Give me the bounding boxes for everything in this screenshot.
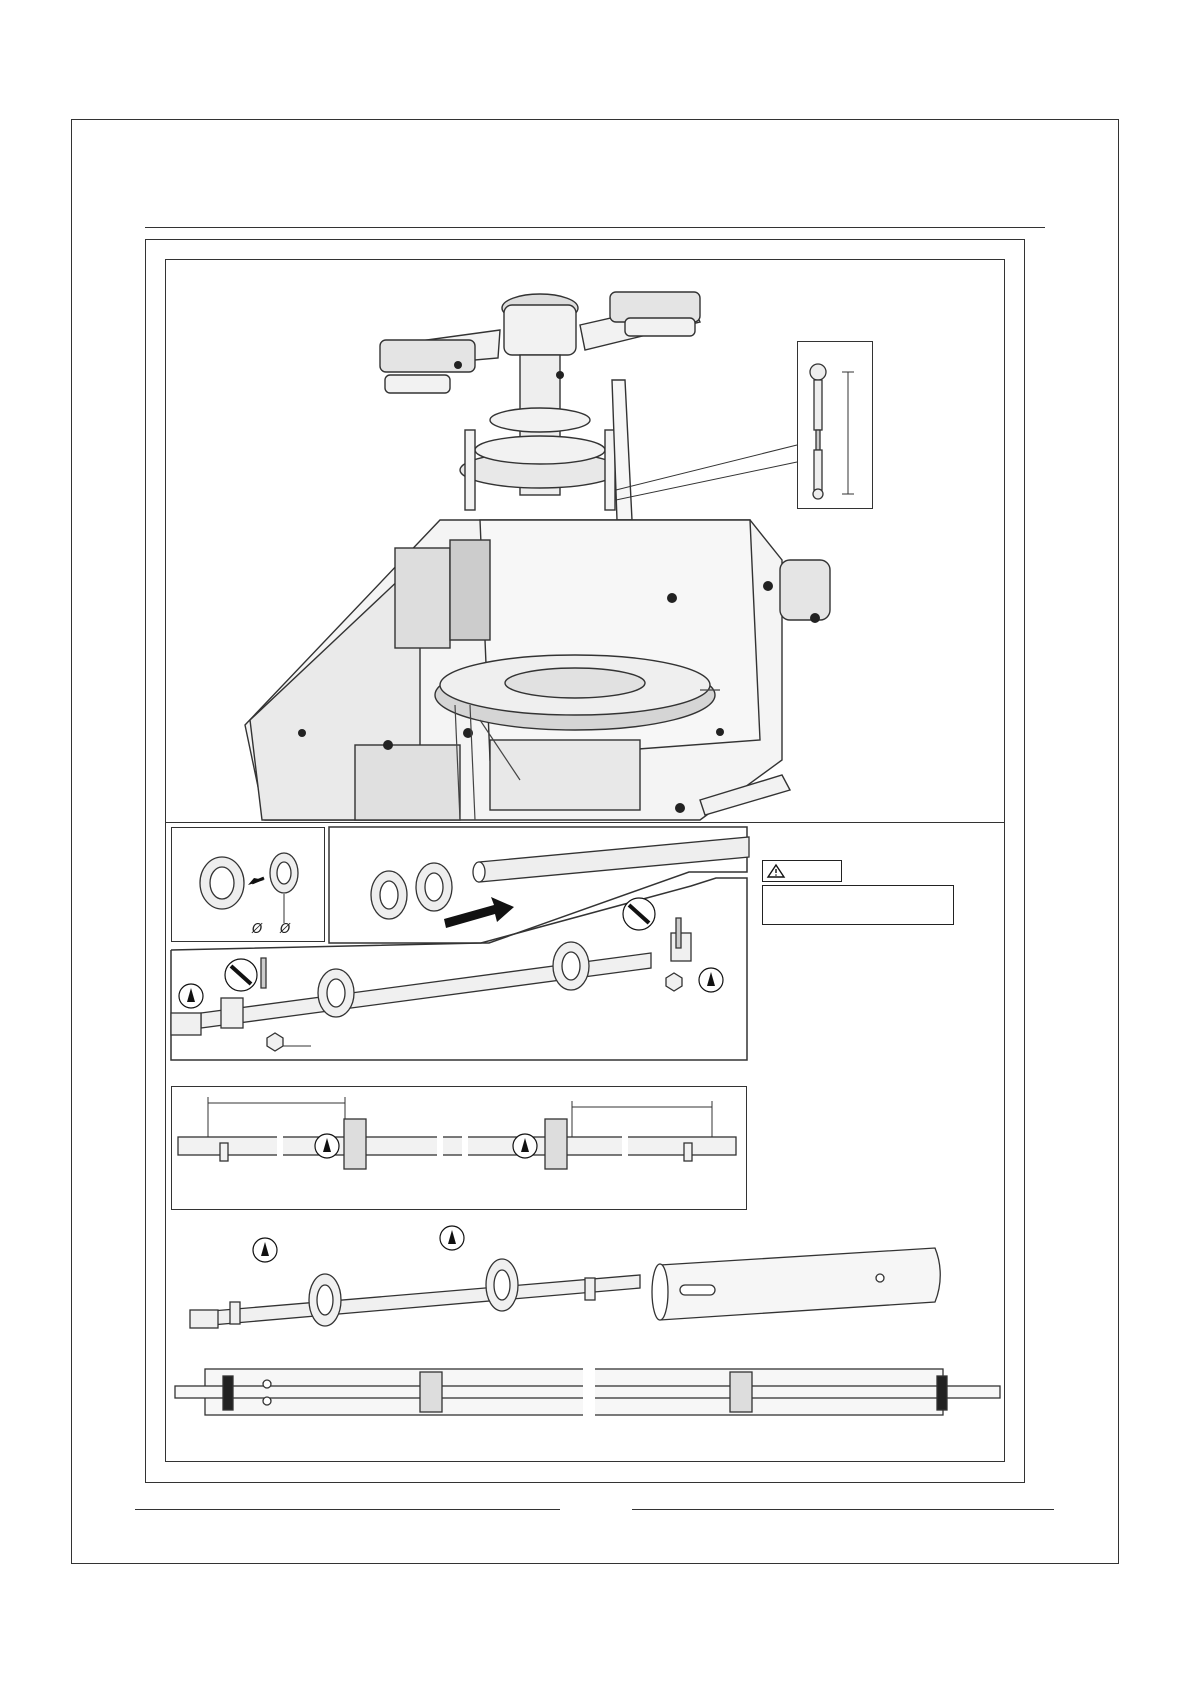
shaft-measurement-illustration [172, 1087, 748, 1211]
diameter-symbol-1: Ø [252, 922, 263, 937]
linkage-rod-illustration [798, 342, 874, 510]
grease-icon [253, 1238, 277, 1262]
shaft-measurement-detail [171, 1086, 747, 1210]
shaft-grease-and-boom-illustration [190, 1230, 950, 1340]
diameter-symbol-2: Ø [280, 922, 291, 937]
linkage-rod-callout [797, 341, 873, 509]
shaft-assembly-illustration [171, 878, 747, 1060]
hex-screwdriver-icon [225, 959, 257, 991]
threadlock-glue-icon [513, 1134, 537, 1158]
hex-screwdriver-icon [623, 898, 655, 930]
grease-icon [440, 1226, 464, 1250]
tail-boom-top-view [175, 1364, 1000, 1420]
warning-text-box [762, 885, 954, 925]
threadlock-glue-icon [315, 1134, 339, 1158]
threadlock-glue-icon [699, 968, 723, 992]
warning-triangle-icon [767, 864, 785, 878]
threadlock-glue-icon [179, 984, 203, 1008]
shaft-assembly-detail [171, 878, 747, 1060]
warning-label [762, 860, 842, 882]
